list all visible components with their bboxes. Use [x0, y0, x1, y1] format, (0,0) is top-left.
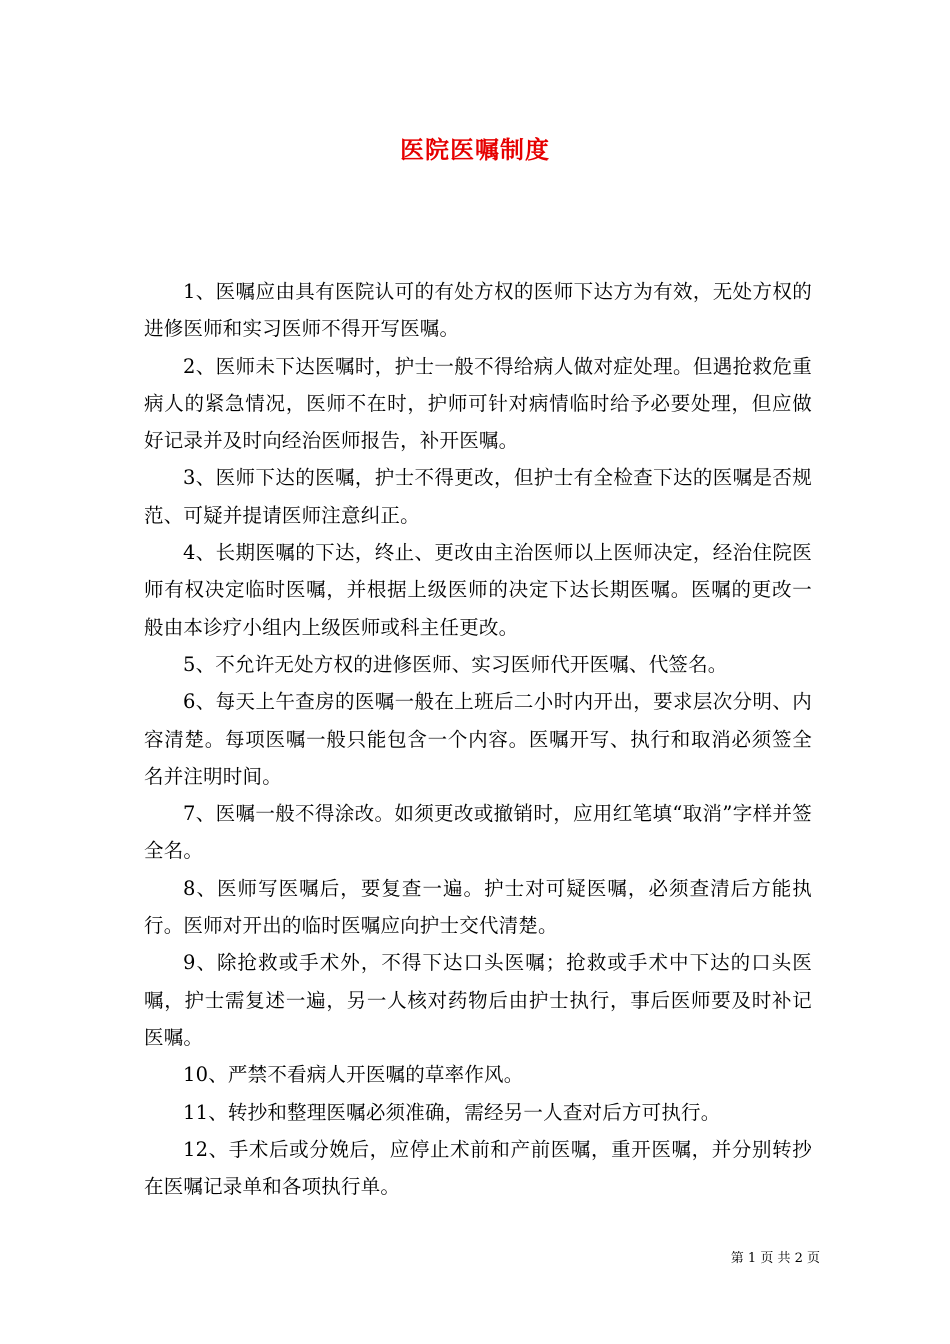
paragraph-1: 1、医嘱应由具有医院认可的有处方权的医师下达方为有效，无处方权的进修医师和实习医师不得开写医嘱。 [144, 280, 812, 341]
paragraph-2: 2、医师未下达医嘱时，护士一般不得给病人做对症处理。但遇抢救危重病人的紧急情况，医师不在时，护师可针对病情临时给予必要处理，但应做好记录并及时向经治医师报告，补开医嘱。 [144, 354, 812, 453]
paragraph-10: 10、严禁不看病人开医嘱的草率作风。 [183, 1063, 524, 1087]
page-number-label: 第 1 页 共 2 页 [730, 1251, 820, 1266]
page-number-footer [680, 1251, 820, 1267]
paragraph-6: 6、每天上午查房的医嘱一般在上班后二小时内开出，要求层次分明、内容清楚。每项医嘱一般只能包含一个内容。医嘱开写、执行和取消必须签全名并注明时间。 [144, 690, 812, 788]
paragraph-4: 4、长期医嘱的下达，终止、更改由主治医师以上医师决定，经治住院医师有权决定临时医嘱，并根据上级医师的决定下达长期医嘱。医嘱的更改一般由本诊疗小组内上级医师或科主任更改。 [144, 541, 812, 639]
paragraph-5: 5、不允许无处方权的进修医师、实习医师代开医嘱、代签名。 [183, 652, 728, 676]
paragraph-11: 11、转抄和整理医嘱必须准确，需经另一人查对后方可执行。 [183, 1100, 721, 1124]
paragraph-9: 9、除抢救或手术外，不得下达口头医嘱；抢救或手术中下达的口头医嘱，护士需复述一遍，另一人核对药物后由护士执行，事后医师要及时补记医嘱。 [144, 951, 812, 1049]
paragraph-8: 8、医师写医嘱后，要复查一遍。护士对可疑医嘱，必须查清后方能执行。医师对开出的临时医嘱应向护士交代清楚。 [144, 876, 812, 938]
document-title: 医院医嘱制度 [400, 135, 550, 164]
paragraph-3: 3、医师下达的医嘱，护士不得更改，但护士有全检查下达的医嘱是否规范、可疑并提请医师注意纠正。 [144, 466, 812, 527]
paragraph-7: 7、医嘱一般不得涂改。如须更改或撤销时，应用红笔填“取消”字样并签全名。 [144, 802, 812, 863]
document-body [144, 273, 812, 1205]
paragraph-12: 12、手术后或分娩后，应停止术前和产前医嘱，重开医嘱，并分别转抄在医嘱记录单和各项执行单。 [144, 1137, 812, 1199]
